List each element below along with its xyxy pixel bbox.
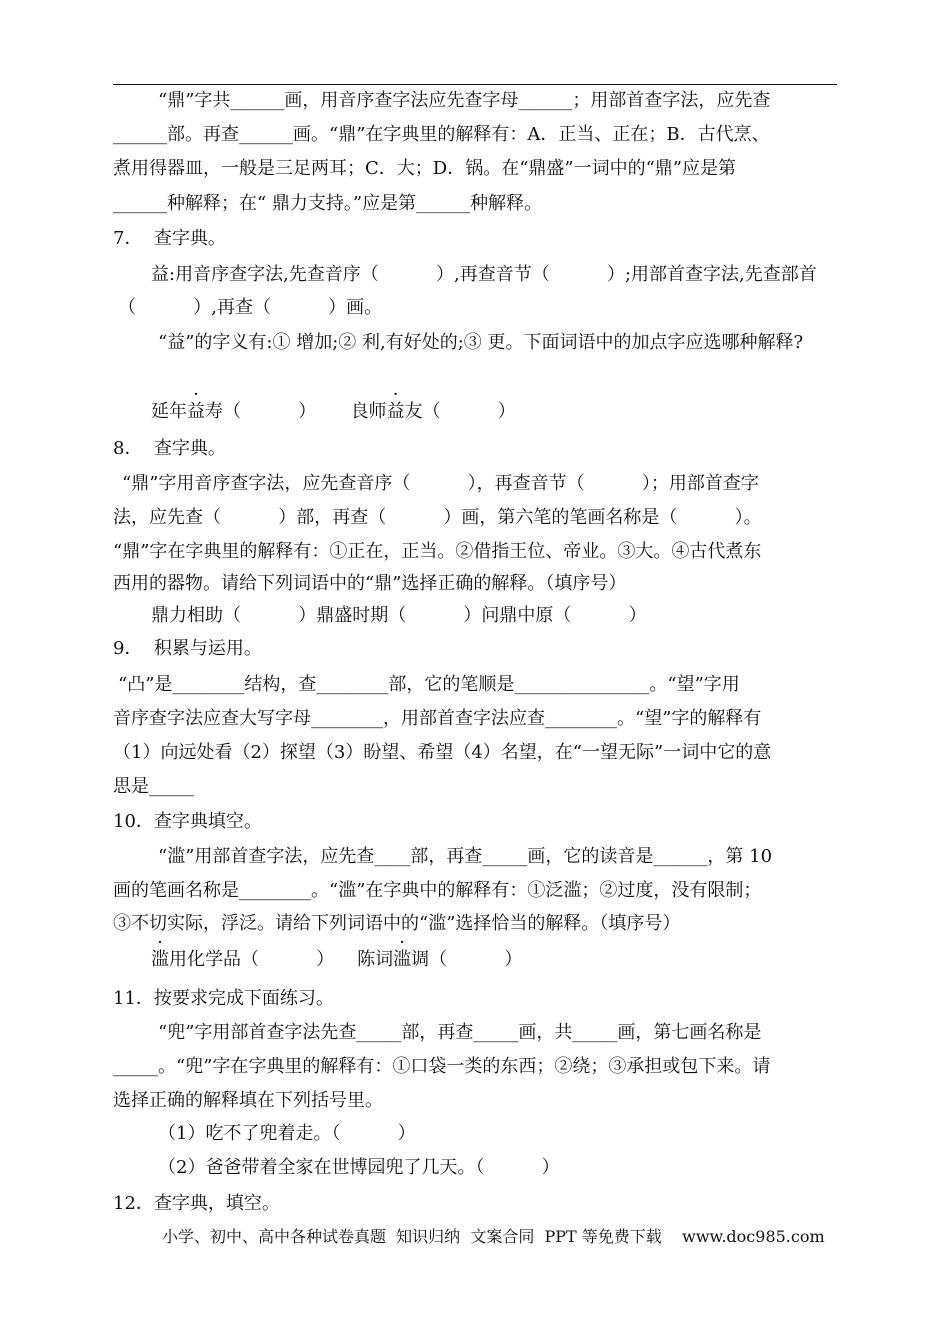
footer-text: 小学、初中、高中各种试卷真题 知识归纳 文案合同 PPT 等免费下载 — [162, 1227, 662, 1246]
q7-words — [151, 400, 516, 424]
q7-word-1-pre: 延年 — [151, 401, 187, 422]
q10-line-2: 画的笔画名称是________。“滥”在字典中的解释有：①泛滥；②过度，没有限制； — [113, 880, 762, 901]
q7-word-1-post: 寿（ ） — [205, 401, 317, 422]
q8-line-4: 西用的器物。请给下列词语中的“鼎”选择正确的解释。（填序号） — [113, 573, 627, 594]
q10-word-2-pre: 陈词 — [357, 949, 394, 970]
emphasis-dot-char: 益 — [187, 401, 205, 422]
q7-line-2: （ ）,再查（ ）画。 — [118, 297, 383, 318]
q8-heading: 8． 查字典。 — [113, 438, 226, 459]
q6-line-1: “鼎”字共______画，用音序查字法应先查字母______；用部首查字法，应先查 — [158, 90, 771, 111]
q9-line-2: 音序查字法应查大写字母________，用部首查字法应查________。“望”字的解释有 — [113, 708, 762, 729]
q7-word-2-post: 友（ ） — [404, 401, 516, 422]
q7-line-1: 益:用音序查字法,先查音序（ ）,再查音节（ ）;用部首查字法,先查部首 — [151, 264, 817, 285]
q7-heading: 7． 查字典。 — [113, 228, 226, 249]
q6-line-4: ______种解释；在“ 鼎力支持。”应是第______种解释。 — [113, 193, 543, 214]
q7-word-2-pre: 良师 — [350, 401, 387, 422]
emphasis-dot-char: 滥 — [151, 949, 169, 970]
q11-item-2: （2）爸爸带着全家在世博园兜了几天。（ ） — [158, 1157, 560, 1178]
q8-line-5: 鼎力相助（ ）鼎盛时期（ ）问鼎中原（ ） — [151, 605, 647, 626]
q11-item-1: （1）吃不了兜着走。（ ） — [158, 1123, 416, 1144]
top-rule — [113, 84, 837, 85]
q11-line-2: _____。“兜”字在字典里的解释有：①口袋一类的东西；②绕；③承担或包下来。请 — [113, 1056, 771, 1077]
q9-line-3: （1）向远处看（2）探望（3）盼望、希望（4）名望，在“一望无际”一词中它的意 — [113, 742, 772, 763]
q10-line-1: “滥”用部首查字法，应先查____部，再查_____画，它的读音是______，第 10 — [158, 846, 773, 867]
footer-url[interactable]: www.doc985.com — [682, 1227, 825, 1246]
emphasis-dot-char: 益 — [386, 401, 405, 422]
q11-line-1: “兜”字用部首查字法先查_____部，再查_____画，共_____画，第七画名称是 — [158, 1022, 762, 1043]
q9-heading: 9． 积累与运用。 — [113, 638, 262, 659]
q9-line-1: “凸”是________结构，查________部，它的笔顺是_______________。“望”字用 — [118, 674, 740, 695]
q10-line-3: ③不切实际，浮泛。请给下列词语中的“滥”选择恰当的解释。（填序号） — [113, 913, 681, 934]
emphasis-dot-char: 滥 — [393, 949, 412, 970]
q11-heading: 11．按要求完成下面练习。 — [113, 988, 334, 1009]
q8-line-2: 法，应先查（ ）部，再查（ ）画，第六笔的笔画名称是（ ）。 — [113, 507, 762, 528]
q12-heading: 12．查字典，填空。 — [113, 1193, 280, 1214]
q10-word-1-post: 用化学品（ ） — [169, 949, 335, 970]
q8-line-3: “鼎”字在字典里的解释有：①正在，正当。②借指王位、帝业。③大。④古代煮东 — [113, 541, 762, 562]
q11-line-3: 选择正确的解释填在下列括号里。 — [113, 1090, 383, 1111]
q7-line-3: “益”的字义有:① 增加;② 利,有好处的;③ 更。下面词语中的加点字应选哪种解释? — [158, 332, 804, 353]
q9-line-4: 思是_____ — [113, 776, 194, 797]
q6-line-2: ______部。再查______画。“鼎”在字典里的解释有：A．正当、正在；B．古代烹、 — [113, 124, 770, 145]
q10-word-2-post: 调（ ） — [411, 949, 523, 970]
q6-line-3: 煮用得器皿，一般是三足两耳；C．大；D．锅。在“鼎盛”一词中的“鼎”应是第 — [113, 158, 737, 179]
q10-heading: 10．查字典填空。 — [113, 811, 262, 832]
page-footer — [162, 1226, 825, 1248]
q8-line-1: “鼎”字用音序查字法，应先查音序（ ），再查音节（ ）；用部首查字 — [122, 473, 759, 494]
q10-words — [151, 948, 522, 972]
